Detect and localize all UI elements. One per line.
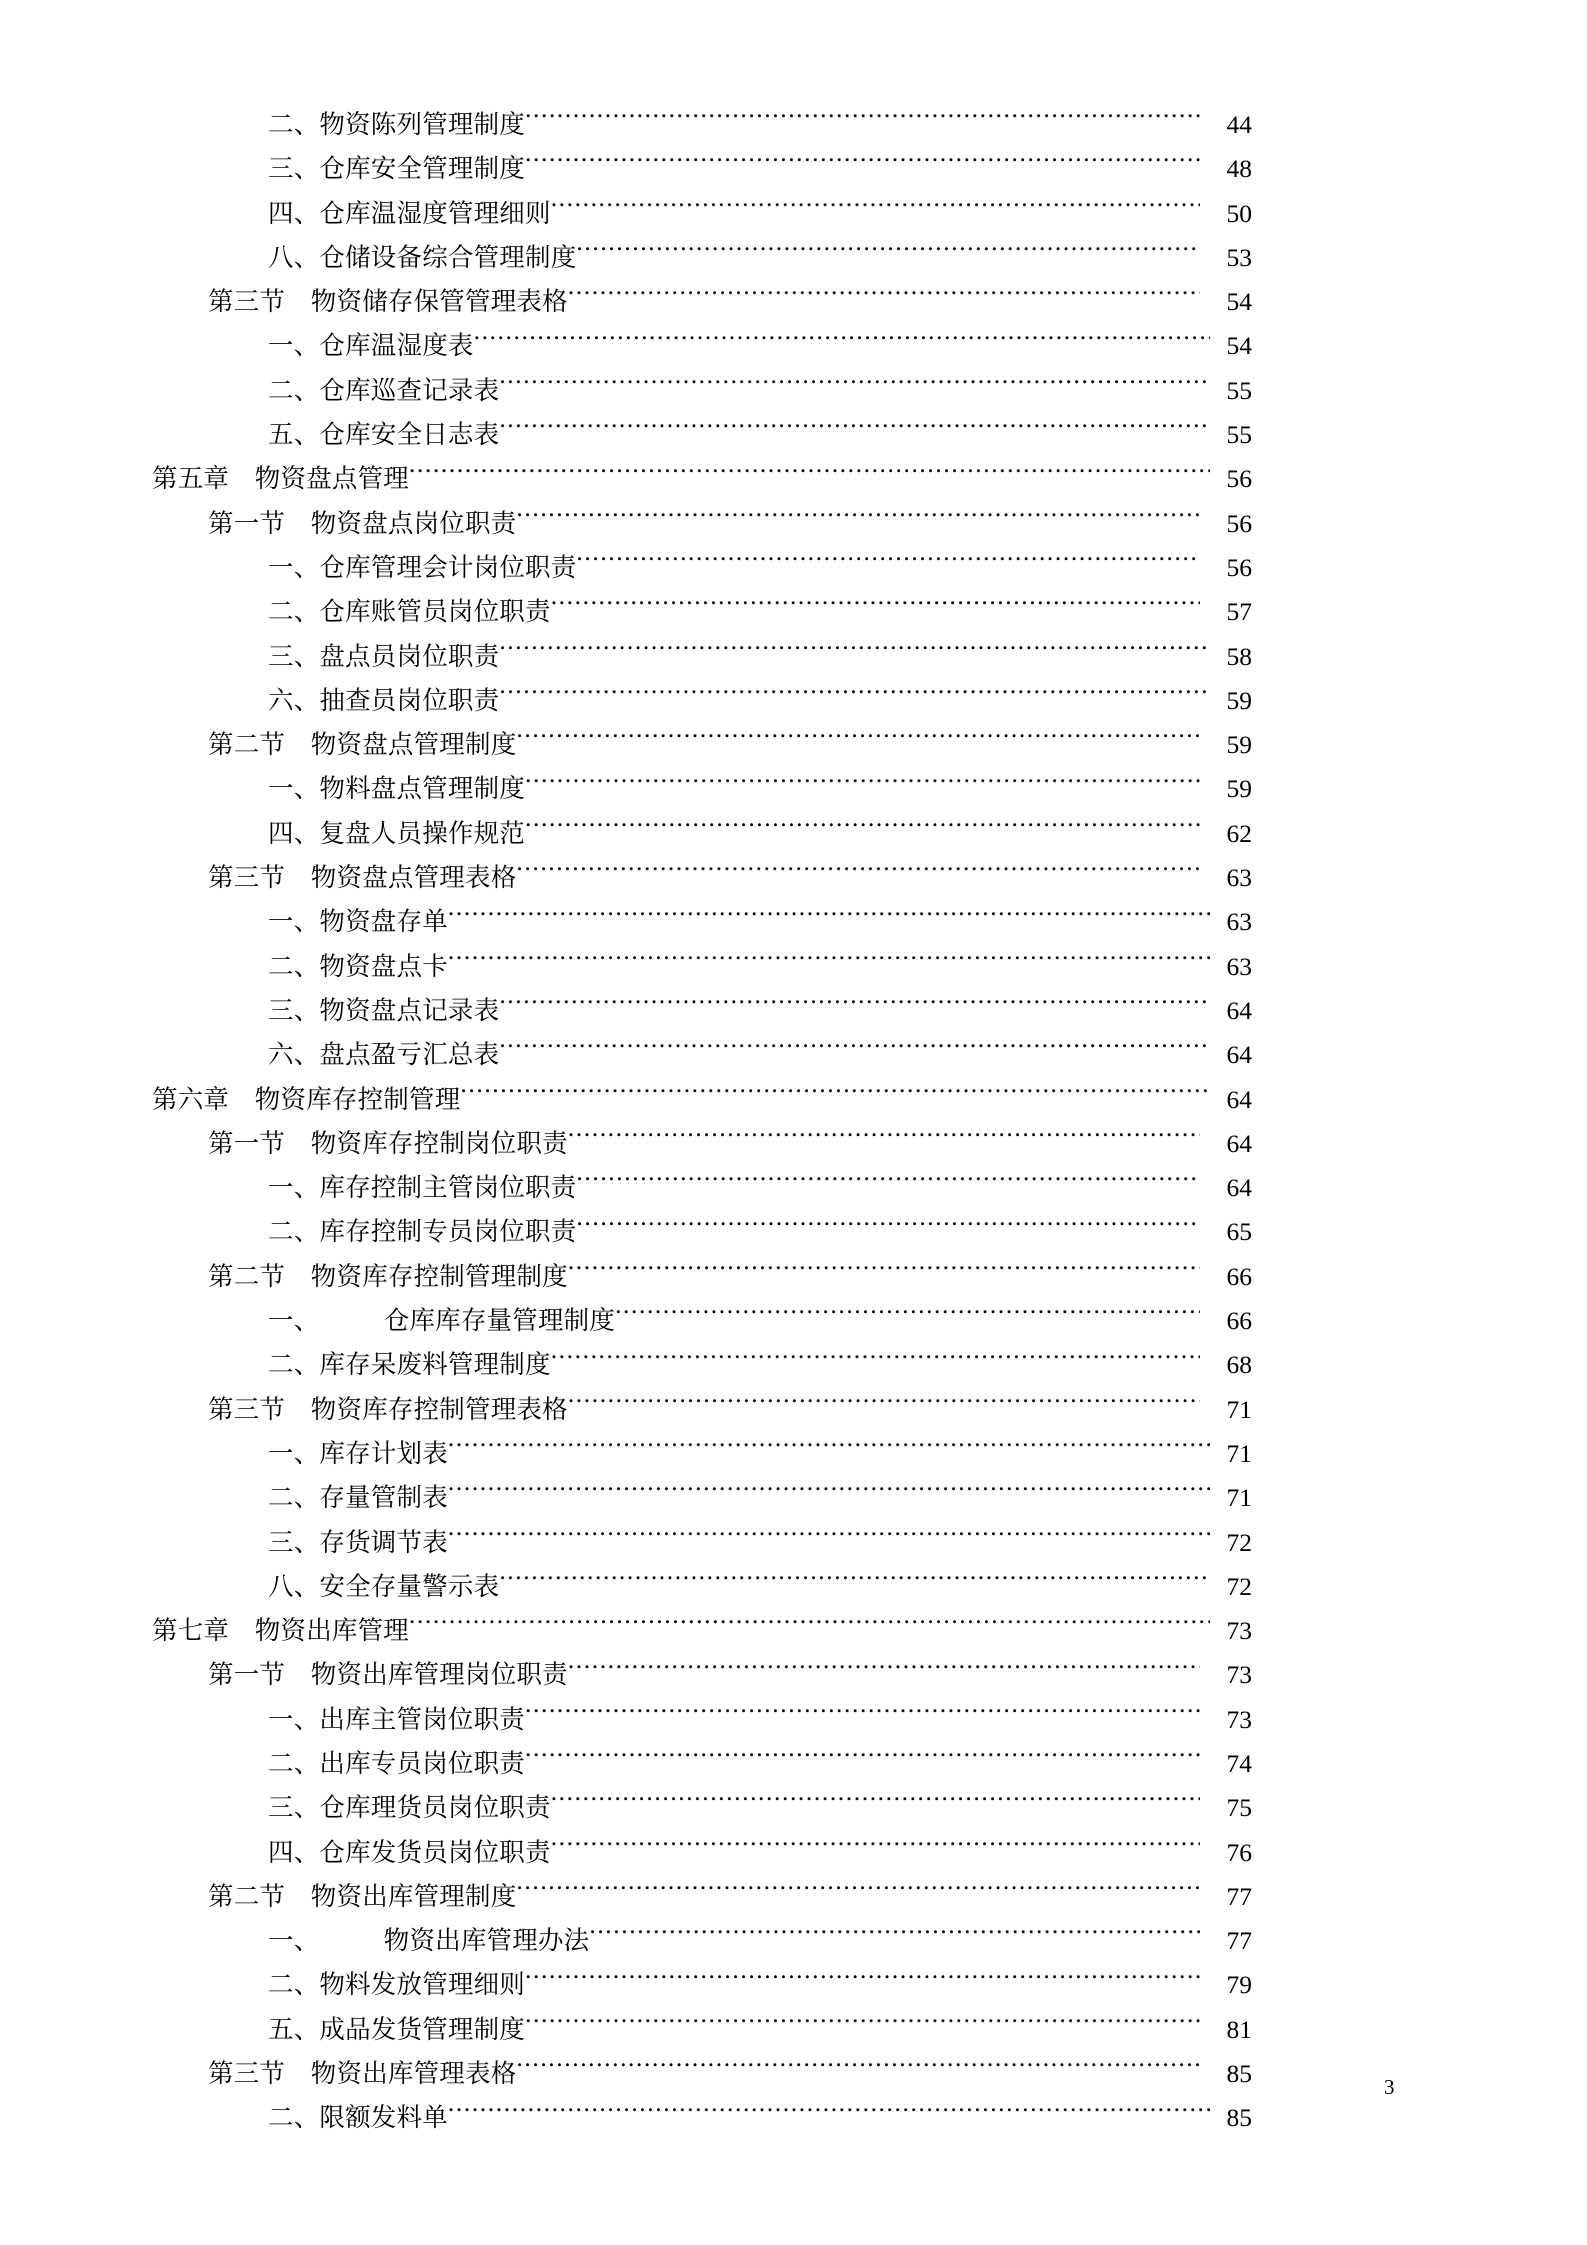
toc-entry[interactable] bbox=[152, 1698, 1252, 1742]
toc-entry-label: 一、仓库温湿度表 bbox=[268, 331, 474, 361]
toc-entry-label: 二、库存控制专员岗位职责 bbox=[268, 1217, 577, 1247]
toc-entry[interactable] bbox=[152, 723, 1252, 767]
toc-entry[interactable] bbox=[152, 590, 1252, 634]
toc-entry-page-number: 68 bbox=[1226, 1350, 1252, 1380]
toc-entry-label: 一、仓库管理会计岗位职责 bbox=[268, 552, 577, 582]
toc-leader-dots bbox=[615, 1304, 1200, 1330]
toc-entry[interactable] bbox=[152, 1831, 1252, 1875]
toc-leader-dots bbox=[516, 1879, 1200, 1905]
toc-entry-label: 三、物资盘点记录表 bbox=[268, 995, 500, 1025]
toc-entry-page-number: 59 bbox=[1226, 774, 1252, 804]
toc-entry-label: 第三节 物资出库管理表格 bbox=[208, 2059, 517, 2089]
toc-entry-label: 一、物料盘点管理制度 bbox=[268, 774, 526, 804]
toc-entry-page-number: 63 bbox=[1226, 907, 1252, 937]
toc-entry-page-number: 77 bbox=[1226, 1881, 1252, 1911]
toc-entry[interactable] bbox=[152, 1388, 1252, 1432]
toc-entry[interactable] bbox=[152, 1033, 1252, 1077]
toc-entry-page-number: 71 bbox=[1226, 1394, 1252, 1424]
toc-entry-label: 三、仓库安全管理制度 bbox=[268, 154, 526, 184]
toc-entry-page-number: 75 bbox=[1226, 1793, 1252, 1823]
toc-entry-page-number: 65 bbox=[1226, 1217, 1252, 1247]
toc-entry[interactable] bbox=[152, 1786, 1252, 1830]
toc-entry[interactable] bbox=[152, 457, 1252, 501]
toc-entry-label: 四、仓库发货员岗位职责 bbox=[268, 1837, 551, 1867]
toc-entry-label: 二、出库专员岗位职责 bbox=[268, 1748, 526, 1778]
toc-entry-page-number: 56 bbox=[1226, 464, 1252, 494]
toc-entry-label: 第六章 物资库存控制管理 bbox=[152, 1084, 461, 1114]
toc-entry-label: 四、仓库温湿度管理细则 bbox=[268, 198, 551, 228]
toc-leader-dots bbox=[499, 993, 1210, 1019]
toc-entry[interactable] bbox=[152, 856, 1252, 900]
toc-leader-dots bbox=[568, 1259, 1200, 1285]
toc-leader-dots bbox=[516, 2057, 1200, 2083]
toc-entry-label: 一、出库主管岗位职责 bbox=[268, 1704, 526, 1734]
toc-entry-label: 一、 物资出库管理办法 bbox=[268, 1926, 590, 1956]
toc-leader-dots bbox=[499, 1569, 1210, 1595]
toc-leader-dots bbox=[551, 196, 1200, 222]
toc-entry-label: 第二节 物资库存控制管理制度 bbox=[208, 1261, 568, 1291]
toc-entry-label: 二、存量管制表 bbox=[268, 1483, 448, 1513]
toc-entry[interactable] bbox=[152, 1166, 1252, 1210]
toc-entry-page-number: 56 bbox=[1226, 552, 1252, 582]
toc-entry[interactable] bbox=[152, 369, 1252, 413]
toc-entry-label: 第一节 物资盘点岗位职责 bbox=[208, 508, 517, 538]
toc-entry-label: 六、抽查员岗位职责 bbox=[268, 685, 500, 715]
toc-entry[interactable] bbox=[152, 2096, 1252, 2140]
toc-entry[interactable] bbox=[152, 1432, 1252, 1476]
toc-entry-label: 一、库存控制主管岗位职责 bbox=[268, 1173, 577, 1203]
toc-entry-page-number: 64 bbox=[1226, 1084, 1252, 1114]
toc-leader-dots bbox=[568, 1658, 1200, 1684]
toc-entry[interactable] bbox=[152, 502, 1252, 546]
toc-entry-page-number: 44 bbox=[1226, 110, 1252, 139]
toc-leader-dots bbox=[525, 1968, 1200, 1994]
toc-entry-label: 第二节 物资出库管理制度 bbox=[208, 1881, 517, 1911]
toc-entry-page-number: 72 bbox=[1226, 1571, 1252, 1601]
toc-entry[interactable] bbox=[152, 767, 1252, 811]
toc-leader-dots bbox=[409, 462, 1210, 488]
toc-leader-dots bbox=[551, 1348, 1200, 1374]
toc-leader-dots bbox=[516, 861, 1200, 887]
toc-entry-label: 八、安全存量警示表 bbox=[268, 1571, 500, 1601]
toc-entry-label: 五、仓库安全日志表 bbox=[268, 420, 500, 450]
toc-leader-dots bbox=[516, 728, 1200, 754]
toc-entry[interactable] bbox=[152, 989, 1252, 1033]
footer-page-number: 3 bbox=[1384, 2075, 1395, 2099]
toc-leader-dots bbox=[448, 1525, 1210, 1551]
toc-entry-page-number: 59 bbox=[1226, 685, 1252, 715]
toc-leader-dots bbox=[448, 949, 1210, 975]
toc-leader-dots bbox=[525, 2012, 1200, 2038]
toc-leader-dots bbox=[409, 1614, 1210, 1640]
toc-entry[interactable] bbox=[152, 1078, 1252, 1122]
toc-entry-label: 二、库存呆废料管理制度 bbox=[268, 1350, 551, 1380]
toc-entry-page-number: 64 bbox=[1226, 995, 1252, 1025]
toc-entry-page-number: 79 bbox=[1226, 1970, 1252, 2000]
toc-entry-page-number: 74 bbox=[1226, 1748, 1252, 1778]
toc-entry-label: 二、仓库账管员岗位职责 bbox=[268, 597, 551, 627]
toc-entry-page-number: 73 bbox=[1226, 1660, 1252, 1690]
toc-leader-dots bbox=[516, 506, 1200, 532]
toc-entry-page-number: 71 bbox=[1226, 1438, 1252, 1468]
toc-entry-page-number: 63 bbox=[1226, 951, 1252, 981]
toc-entry[interactable] bbox=[152, 413, 1252, 457]
toc-leader-dots bbox=[576, 1215, 1200, 1241]
toc-entry-page-number: 53 bbox=[1226, 242, 1252, 272]
toc-entry-page-number: 66 bbox=[1226, 1261, 1252, 1291]
toc-entry-page-number: 64 bbox=[1226, 1040, 1252, 1070]
toc-entry-page-number: 58 bbox=[1226, 641, 1252, 671]
toc-entry-page-number: 63 bbox=[1226, 863, 1252, 893]
toc-entry[interactable] bbox=[152, 1255, 1252, 1299]
toc-entry-page-number: 71 bbox=[1226, 1483, 1252, 1513]
toc-entry-label: 第三节 物资储存保管管理表格 bbox=[208, 287, 568, 317]
toc-entry[interactable] bbox=[152, 1299, 1252, 1343]
toc-entry[interactable] bbox=[152, 546, 1252, 590]
table-of-contents bbox=[152, 103, 1252, 2141]
toc-entry-label: 四、复盘人员操作规范 bbox=[268, 818, 526, 848]
toc-leader-dots bbox=[568, 1126, 1200, 1152]
toc-entry-label: 三、仓库理货员岗位职责 bbox=[268, 1793, 551, 1823]
toc-entry-page-number: 76 bbox=[1226, 1837, 1252, 1867]
toc-leader-dots bbox=[448, 2101, 1210, 2127]
toc-entry[interactable] bbox=[152, 1122, 1252, 1166]
toc-entry-label: 第一节 物资库存控制岗位职责 bbox=[208, 1128, 568, 1158]
toc-leader-dots bbox=[525, 152, 1200, 178]
toc-leader-dots bbox=[525, 772, 1200, 798]
toc-leader-dots bbox=[448, 905, 1210, 931]
toc-entry-page-number: 85 bbox=[1226, 2059, 1252, 2089]
toc-entry-label: 第三节 物资库存控制管理表格 bbox=[208, 1394, 568, 1424]
toc-entry-label: 三、盘点员岗位职责 bbox=[268, 641, 500, 671]
toc-leader-dots bbox=[576, 1171, 1200, 1197]
toc-entry[interactable] bbox=[152, 192, 1252, 236]
toc-leader-dots bbox=[525, 1702, 1200, 1728]
toc-leader-dots bbox=[499, 418, 1210, 444]
toc-entry-label: 一、 仓库库存量管理制度 bbox=[268, 1306, 616, 1336]
toc-entry[interactable] bbox=[152, 1565, 1252, 1609]
toc-entry[interactable] bbox=[152, 236, 1252, 280]
toc-entry[interactable] bbox=[152, 1210, 1252, 1254]
toc-entry-label: 三、存货调节表 bbox=[268, 1527, 448, 1557]
toc-leader-dots bbox=[568, 285, 1200, 311]
toc-leader-dots bbox=[474, 329, 1210, 355]
toc-leader-dots bbox=[460, 1082, 1210, 1108]
toc-entry-page-number: 48 bbox=[1226, 154, 1252, 184]
toc-entry[interactable] bbox=[152, 900, 1252, 944]
toc-entry-page-number: 54 bbox=[1226, 331, 1252, 361]
toc-entry[interactable] bbox=[152, 1609, 1252, 1653]
toc-entry-label: 一、库存计划表 bbox=[268, 1438, 448, 1468]
toc-entry-label: 第二节 物资盘点管理制度 bbox=[208, 730, 517, 760]
toc-entry[interactable] bbox=[152, 2052, 1252, 2096]
toc-entry-page-number: 59 bbox=[1226, 730, 1252, 760]
toc-leader-dots bbox=[499, 1038, 1210, 1064]
toc-entry-page-number: 77 bbox=[1226, 1926, 1252, 1956]
toc-leader-dots bbox=[576, 550, 1200, 576]
toc-entry-page-number: 73 bbox=[1226, 1704, 1252, 1734]
toc-entry-label: 二、限额发料单 bbox=[268, 2103, 448, 2133]
toc-entry[interactable] bbox=[152, 280, 1252, 324]
toc-leader-dots bbox=[448, 1481, 1210, 1507]
toc-entry-page-number: 54 bbox=[1226, 287, 1252, 317]
toc-leader-dots bbox=[551, 1791, 1200, 1817]
toc-leader-dots bbox=[525, 108, 1200, 134]
toc-entry[interactable] bbox=[152, 812, 1252, 856]
toc-entry-label: 第七章 物资出库管理 bbox=[152, 1616, 410, 1646]
toc-entry-label: 第三节 物资盘点管理表格 bbox=[208, 863, 517, 893]
toc-entry[interactable] bbox=[152, 1343, 1252, 1387]
toc-entry[interactable] bbox=[152, 1476, 1252, 1520]
toc-entry-label: 八、仓储设备综合管理制度 bbox=[268, 242, 577, 272]
toc-leader-dots bbox=[499, 373, 1210, 399]
toc-entry-label: 二、物资盘点卡 bbox=[268, 951, 448, 981]
toc-entry[interactable] bbox=[152, 1521, 1252, 1565]
toc-entry[interactable] bbox=[152, 1653, 1252, 1697]
toc-entry-page-number: 50 bbox=[1226, 198, 1252, 228]
toc-leader-dots bbox=[589, 1924, 1200, 1950]
toc-entry-page-number: 66 bbox=[1226, 1306, 1252, 1336]
toc-entry-page-number: 55 bbox=[1226, 420, 1252, 450]
toc-entry-label: 五、成品发货管理制度 bbox=[268, 2014, 526, 2044]
toc-entry-page-number: 85 bbox=[1226, 2103, 1252, 2133]
toc-entry-page-number: 72 bbox=[1226, 1527, 1252, 1557]
toc-entry-label: 第五章 物资盘点管理 bbox=[152, 464, 410, 494]
toc-leader-dots bbox=[576, 240, 1200, 266]
toc-leader-dots bbox=[551, 1835, 1200, 1861]
toc-entry[interactable] bbox=[152, 635, 1252, 679]
toc-entry[interactable] bbox=[152, 679, 1252, 723]
toc-entry[interactable] bbox=[152, 945, 1252, 989]
toc-entry-label: 二、仓库巡查记录表 bbox=[268, 375, 500, 405]
toc-entry-label: 第一节 物资出库管理岗位职责 bbox=[208, 1660, 568, 1690]
toc-leader-dots bbox=[551, 595, 1200, 621]
toc-entry[interactable] bbox=[152, 2008, 1252, 2052]
toc-entry-label: 二、物资陈列管理制度 bbox=[268, 110, 526, 139]
toc-entry-page-number: 56 bbox=[1226, 508, 1252, 538]
toc-entry-page-number: 73 bbox=[1226, 1616, 1252, 1646]
toc-leader-dots bbox=[448, 1436, 1210, 1462]
toc-entry-page-number: 55 bbox=[1226, 375, 1252, 405]
toc-entry[interactable] bbox=[152, 147, 1252, 191]
toc-leader-dots bbox=[568, 1392, 1200, 1418]
toc-leader-dots bbox=[525, 816, 1200, 842]
toc-entry-page-number: 64 bbox=[1226, 1173, 1252, 1203]
toc-entry-page-number: 81 bbox=[1226, 2014, 1252, 2044]
toc-leader-dots bbox=[499, 683, 1210, 709]
toc-entry-page-number: 64 bbox=[1226, 1128, 1252, 1158]
toc-entry[interactable] bbox=[152, 1963, 1252, 2007]
toc-leader-dots bbox=[499, 639, 1210, 665]
toc-entry-page-number: 57 bbox=[1226, 597, 1252, 627]
toc-entry[interactable] bbox=[152, 1875, 1252, 1919]
toc-entry-label: 二、物料发放管理细则 bbox=[268, 1970, 526, 2000]
toc-entry-label: 一、物资盘存单 bbox=[268, 907, 448, 937]
toc-entry[interactable] bbox=[152, 1919, 1252, 1963]
toc-entry-page-number: 62 bbox=[1226, 818, 1252, 848]
toc-entry-label: 六、盘点盈亏汇总表 bbox=[268, 1040, 500, 1070]
toc-leader-dots bbox=[525, 1746, 1200, 1772]
toc-entry[interactable] bbox=[152, 103, 1252, 147]
toc-entry[interactable] bbox=[152, 1742, 1252, 1786]
toc-entry[interactable] bbox=[152, 324, 1252, 368]
